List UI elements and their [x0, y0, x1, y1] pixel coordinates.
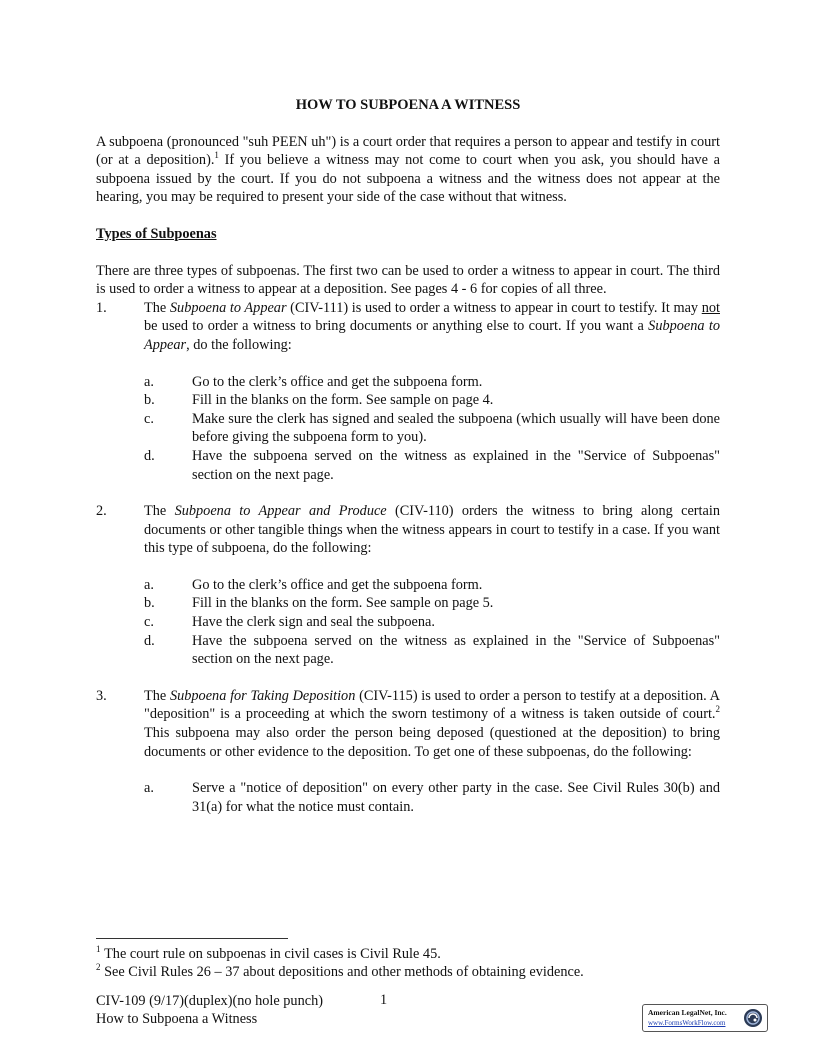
sub-letter: d. [144, 447, 155, 464]
form-name: Subpoena to Appear and Produce [174, 503, 387, 520]
page-footer [96, 992, 323, 1028]
page-title: HOW TO SUBPOENA A WITNESS [295, 97, 521, 113]
item-number: 3. [96, 687, 107, 704]
legalnet-badge[interactable] [642, 1004, 768, 1032]
item-text: (CIV-115) is used to order a person to testify at a deposition. A "deposition" is a proceeding at which the sworn testimony of a witness is taken outside of court. [144, 687, 720, 723]
item-text: (CIV-111) is used to order a witness to appear in court to testify. It may [286, 299, 702, 316]
sub-text: Fill in the blanks on the form. See sample on page 4. [192, 392, 494, 409]
sub-text: Have the subpoena served on the witness as explained in the "Service of Subpoenas" section on the next page. [192, 632, 720, 668]
sub-text: Make sure the clerk has signed and sealed the subpoena (which usually will have been done before giving the subpoena form to you). [192, 410, 720, 446]
item-text: The [144, 503, 175, 520]
sub-text: Serve a "notice of deposition" on every other party in the case. See Civil Rules 30(b) and 31(a) for what the notice must contain. [192, 780, 720, 815]
footnote-1 [96, 945, 720, 963]
sub-item [96, 576, 720, 595]
form-id: CIV-109 (9/17)(duplex)(no hole punch) [96, 993, 323, 1009]
globe-logo-icon [743, 1008, 763, 1028]
footnotes [96, 938, 720, 981]
item-text: This subpoena may also order the person being deposed (questioned at the deposition) to bring documents or other evidence to the deposition. To get one of these subpoenas, do the following: [144, 725, 720, 760]
form-name: Subpoena for Taking Deposition [169, 687, 356, 704]
form-name: Subpoena to Appear [144, 318, 720, 353]
sub-list-2 [96, 576, 720, 669]
sub-text: Go to the clerk’s office and get the subpoena form. [192, 373, 483, 390]
emphasis-not: not [701, 299, 720, 316]
sub-list-1 [96, 373, 720, 485]
sub-item [96, 594, 720, 613]
page-number: 1 [380, 992, 388, 1008]
sub-item [96, 373, 720, 392]
item-text: be used to order a witness to bring documents or anything else to court. If you want a [144, 318, 649, 335]
sub-list-3 [96, 779, 720, 816]
sub-letter: b. [144, 392, 155, 409]
form-title: How to Subpoena a Witness [96, 1011, 258, 1027]
item-text: The [144, 687, 170, 704]
sub-text: Fill in the blanks on the form. See sample on page 5. [192, 595, 494, 612]
item-text: (CIV-110) orders the witness to bring along certain documents or other tangible things when the witness appears in court to testify in a case. If you want this type of subpoena, do the following: [144, 503, 720, 557]
sub-letter: a. [144, 373, 154, 390]
sub-item [96, 447, 720, 484]
document-page [96, 96, 720, 834]
sub-text: Go to the clerk’s office and get the subpoena form. [192, 576, 483, 593]
sub-text: Have the clerk sign and seal the subpoena. [192, 614, 435, 631]
list-item-3 [96, 687, 720, 761]
sub-item [96, 391, 720, 410]
sub-item [96, 632, 720, 669]
types-intro-paragraph: There are three types of subpoenas. The first two can be used to order a witness to appear in court. The third is used to order a witness to appear at a deposition. See pages 4 - 6 for copies of all three. [96, 262, 720, 298]
footnote-mark: 1 [96, 944, 101, 955]
sub-letter: b. [144, 595, 155, 612]
sub-item [96, 410, 720, 447]
sub-letter: d. [144, 632, 155, 649]
footnote-ref-2: 2 [715, 704, 720, 715]
sub-item [96, 779, 720, 816]
sub-letter: c. [144, 410, 154, 427]
footnote-text: The court rule on subpoenas in civil cases is Civil Rule 45. [104, 946, 441, 962]
sub-letter: a. [144, 780, 154, 797]
section-heading-types: Types of Subpoenas [96, 225, 217, 242]
footnote-text: See Civil Rules 26 – 37 about depositions and other methods of obtaining evidence. [104, 964, 584, 980]
item-number: 2. [96, 503, 107, 520]
form-name: Subpoena to Appear [169, 299, 287, 316]
intro-text-a: A subpoena (pronounced "suh PEEN uh") is a court order that requires a person to appear and testify in court (or at a deposition). [96, 133, 720, 169]
item-text: The [144, 299, 170, 316]
sub-letter: a. [144, 576, 154, 593]
footnote-ref-1: 1 [214, 150, 219, 161]
sub-text: Have the subpoena served on the witness as explained in the "Service of Subpoenas" section on the next page. [192, 447, 720, 483]
badge-url-link[interactable]: www.FormsWorkFlow.com [648, 1019, 726, 1027]
sub-letter: c. [144, 614, 154, 631]
intro-paragraph [96, 133, 720, 207]
sub-item [96, 613, 720, 632]
footnote-divider [96, 938, 288, 939]
item-text: , do the following: [186, 336, 292, 353]
list-item-2 [96, 502, 720, 558]
item-number: 1. [96, 299, 107, 316]
footnote-2 [96, 963, 720, 981]
footnote-mark: 2 [96, 962, 101, 973]
intro-text-b: If you believe a witness may not come to court when you ask, you should have a subpoena issued by the court. If you do not subpoena a witness and the witness does not appear at the hearing, you may be required to present your side of the case without that witness. [96, 152, 720, 206]
badge-company: American LegalNet, Inc. [648, 1008, 727, 1017]
list-item-1 [96, 299, 720, 355]
